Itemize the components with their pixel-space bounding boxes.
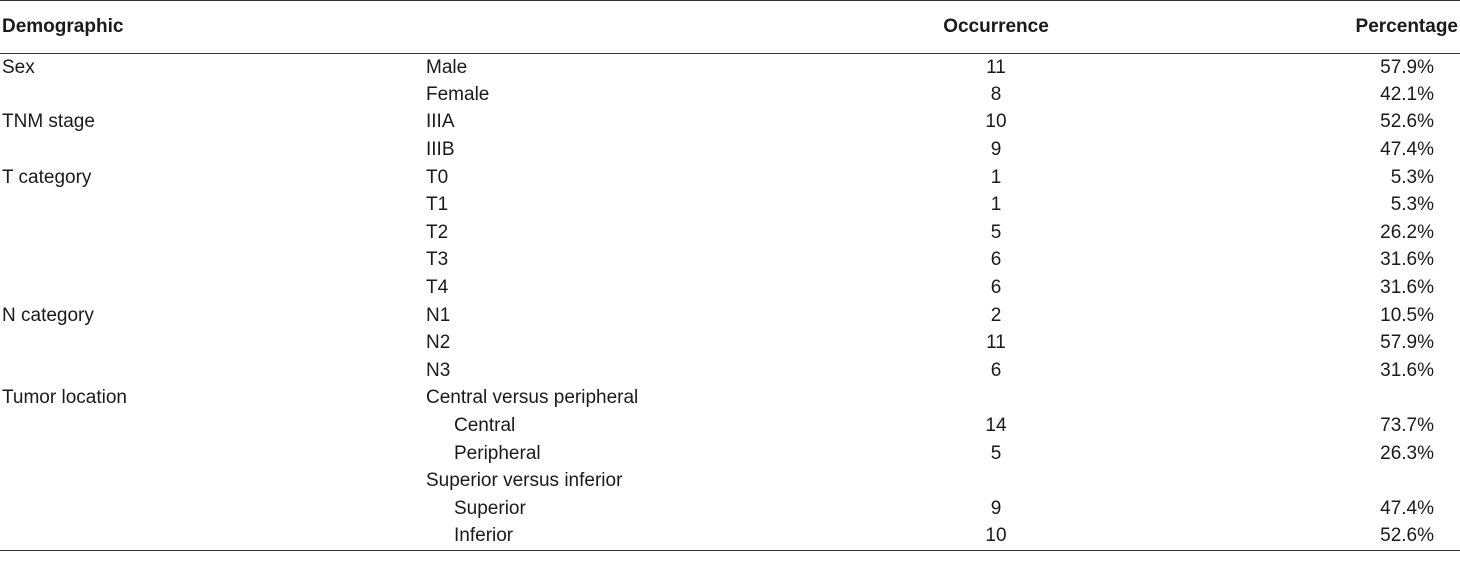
- cell-demographic: [0, 274, 420, 302]
- table-row: [0, 274, 1460, 302]
- cell-demographic: [0, 412, 420, 440]
- cell-occurrence: 9: [990, 497, 1002, 519]
- cell-percentage: 31.6%: [1380, 359, 1434, 381]
- cell-demographic: [0, 467, 420, 495]
- header-row: [0, 1, 1460, 54]
- cell-occurrence: 5: [990, 221, 1002, 243]
- table-row: [0, 219, 1460, 247]
- table-row: [0, 329, 1460, 357]
- cell-demographic: Tumor location: [2, 387, 127, 409]
- cell-subcategory: Female: [426, 83, 490, 105]
- table-row: [0, 109, 1460, 137]
- cell-percentage: 31.6%: [1380, 277, 1434, 299]
- table-row: [0, 247, 1460, 275]
- cell-demographic: [0, 81, 420, 109]
- table-header: [0, 1, 1460, 54]
- table-row: [0, 495, 1460, 523]
- cell-subcategory: Central versus peripheral: [426, 387, 639, 409]
- table-row: [0, 136, 1460, 164]
- cell-subcategory: T0: [426, 166, 449, 188]
- cell-occurrence: 11: [986, 56, 1006, 78]
- table-row: [0, 523, 1460, 551]
- cell-subcategory: Inferior: [420, 523, 860, 551]
- cell-subcategory: T4: [426, 277, 449, 299]
- cell-percentage: 5.3%: [1390, 166, 1434, 188]
- cell-subcategory: Male: [426, 56, 468, 78]
- cell-occurrence: 1: [990, 194, 1002, 216]
- cell-occurrence: 1: [990, 166, 1002, 188]
- cell-demographic: [0, 136, 420, 164]
- cell-subcategory: Peripheral: [454, 442, 541, 464]
- cell-occurrence: 10: [860, 523, 1130, 551]
- cell-demographic: N category: [2, 304, 94, 326]
- cell-demographic: [0, 191, 420, 219]
- header-subcategory: [420, 1, 860, 54]
- cell-percentage: 26.2%: [1380, 221, 1434, 243]
- cell-percentage: 42.1%: [1380, 83, 1434, 105]
- cell-demographic: [0, 495, 420, 523]
- cell-occurrence: 6: [990, 249, 1002, 271]
- table-row: [0, 412, 1460, 440]
- cell-occurrence: 14: [985, 415, 1007, 437]
- cell-subcategory: T1: [426, 194, 449, 216]
- cell-demographic: [0, 219, 420, 247]
- cell-percentage: [1130, 467, 1460, 495]
- cell-subcategory: Central: [454, 415, 516, 437]
- cell-demographic: Sex: [2, 56, 35, 78]
- table-row: [0, 385, 1460, 413]
- cell-percentage: [1130, 385, 1460, 413]
- cell-percentage: 52.6%: [1130, 523, 1460, 551]
- table-row: [0, 302, 1460, 330]
- cell-subcategory: IIIB: [426, 139, 455, 161]
- table-row: [0, 467, 1460, 495]
- table-row: [0, 440, 1460, 468]
- table-row: [0, 357, 1460, 385]
- cell-percentage: 52.6%: [1380, 111, 1434, 133]
- cell-occurrence: 6: [990, 359, 1002, 381]
- cell-subcategory: Superior versus inferior: [426, 470, 623, 492]
- cell-demographic: T category: [2, 166, 92, 188]
- cell-subcategory: T2: [426, 221, 449, 243]
- cell-occurrence: 10: [985, 111, 1007, 133]
- cell-occurrence: 9: [990, 139, 1002, 161]
- table-row: [0, 164, 1460, 192]
- header-occurrence: Occurrence: [860, 1, 1130, 54]
- cell-subcategory: N1: [426, 304, 451, 326]
- cell-demographic: [0, 247, 420, 275]
- cell-occurrence: 6: [990, 277, 1002, 299]
- cell-percentage: 26.3%: [1380, 442, 1434, 464]
- cell-demographic: [0, 329, 420, 357]
- table-row: [0, 81, 1460, 109]
- cell-subcategory: N2: [426, 332, 451, 354]
- cell-percentage: 57.9%: [1380, 332, 1434, 354]
- cell-percentage: 47.4%: [1380, 497, 1434, 519]
- cell-demographic: [0, 357, 420, 385]
- cell-occurrence: 11: [986, 332, 1006, 354]
- cell-percentage: 57.9%: [1380, 56, 1434, 78]
- cell-occurrence: 5: [990, 442, 1002, 464]
- cell-occurrence: [860, 385, 1130, 413]
- table-row: [0, 54, 1460, 82]
- cell-percentage: 31.6%: [1380, 249, 1434, 271]
- cell-subcategory: Superior: [454, 497, 526, 519]
- table-body: [0, 54, 1460, 551]
- cell-occurrence: [860, 467, 1130, 495]
- cell-percentage: 47.4%: [1380, 139, 1434, 161]
- cell-percentage: 73.7%: [1380, 415, 1434, 437]
- cell-subcategory: N3: [426, 359, 451, 381]
- cell-subcategory: T3: [426, 249, 449, 271]
- table-row: [0, 191, 1460, 219]
- cell-subcategory: IIIA: [426, 111, 455, 133]
- cell-percentage: 10.5%: [1380, 304, 1434, 326]
- header-demographic: Demographic: [0, 1, 420, 54]
- cell-demographic: TNM stage: [2, 111, 95, 133]
- cell-percentage: 5.3%: [1390, 194, 1434, 216]
- header-percentage: Percentage: [1130, 1, 1460, 54]
- cell-demographic: [0, 440, 420, 468]
- cell-occurrence: 2: [990, 304, 1002, 326]
- cell-demographic: [0, 523, 420, 551]
- cell-occurrence: 8: [990, 83, 1002, 105]
